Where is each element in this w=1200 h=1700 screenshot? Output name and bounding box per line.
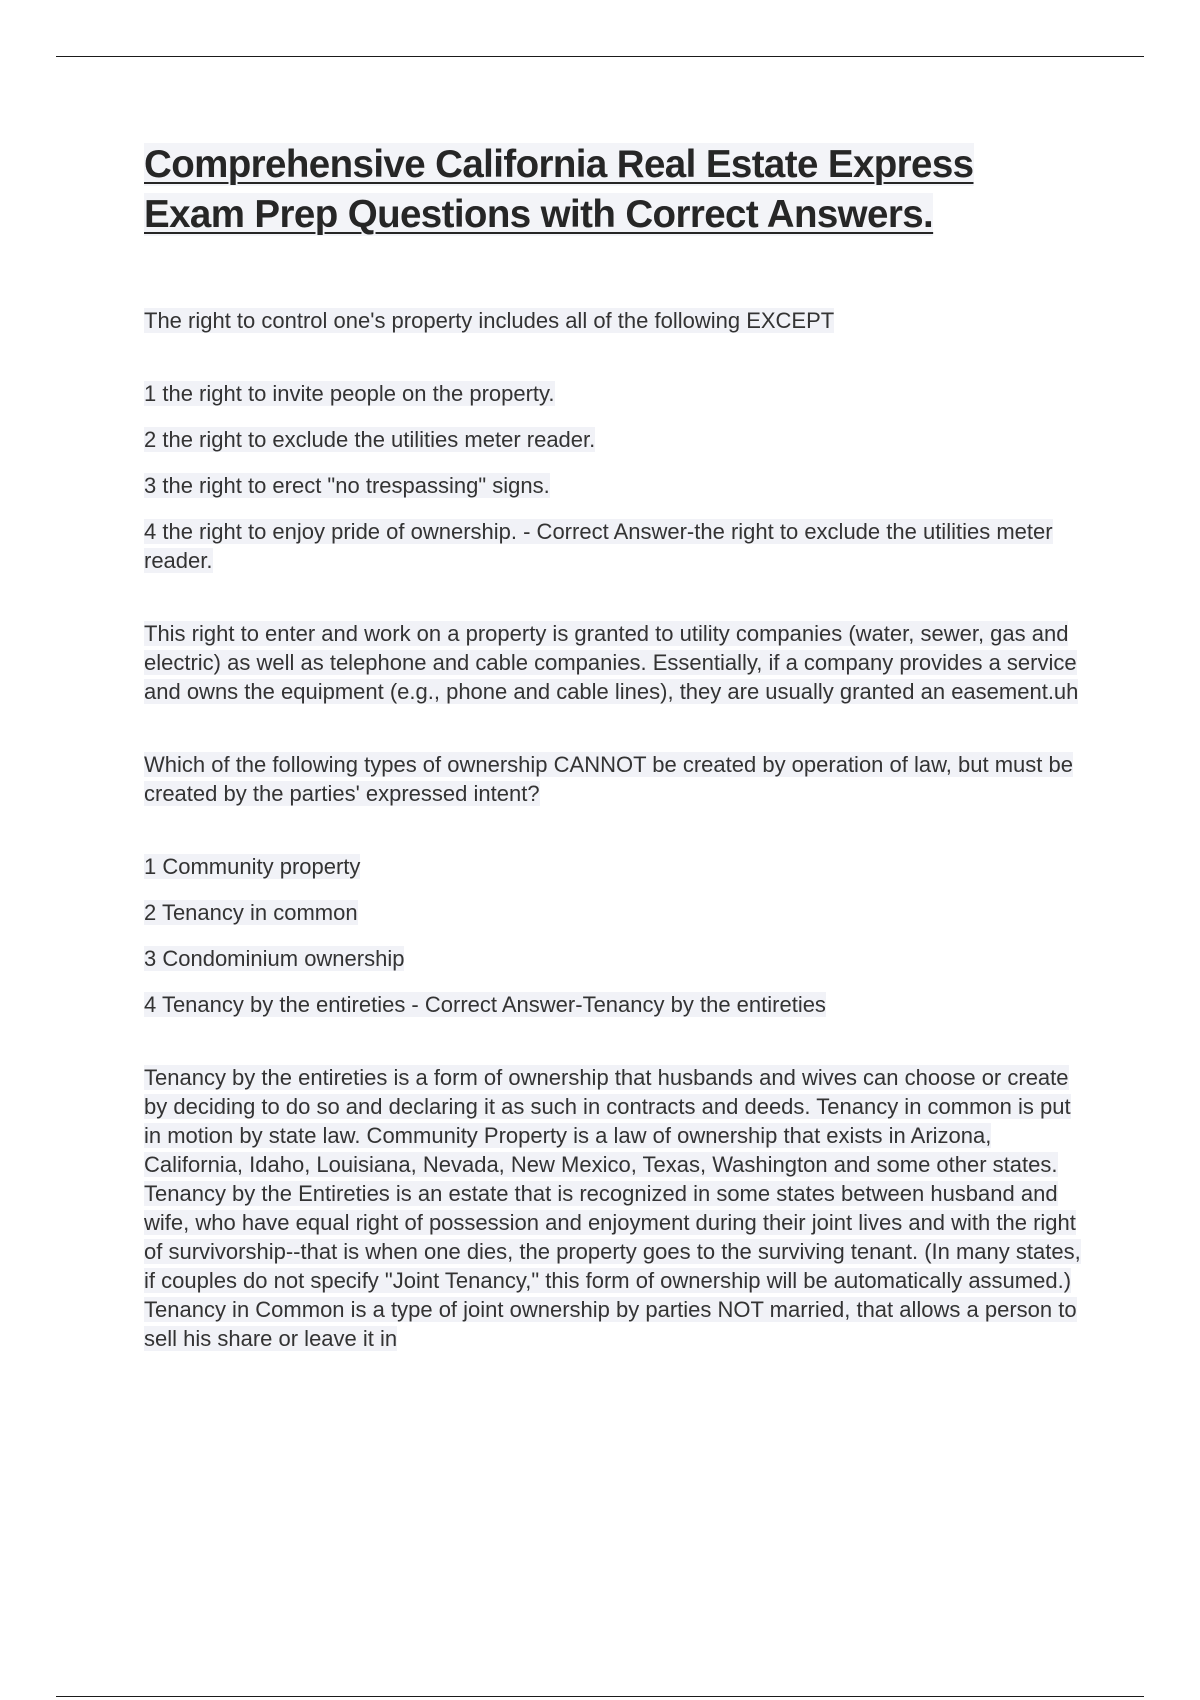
option-text: 2 the right to exclude the utilities meter reader.: [144, 427, 596, 452]
answer-option: [144, 898, 1084, 927]
question-prompt: [144, 306, 1084, 335]
question-text: Which of the following types of ownership CANNOT be created by operation of law, but must be created by the parties' expressed intent?: [144, 752, 1073, 806]
header-rule: [56, 56, 1144, 57]
answer-option-with-correct-answer: [144, 517, 1084, 575]
answer-explanation: [144, 1063, 1084, 1353]
answer-option: [144, 944, 1084, 973]
explanation-text: This right to enter and work on a property is granted to utility companies (water, sewer, gas and electric) as well as telephone and cable companies. Essentially, if a company provides a service and owns the equipment (e.g., phone and cable lines), they are usually granted an easement.uh: [144, 621, 1079, 704]
answer-option-with-correct-answer: [144, 990, 1084, 1019]
title-line: Comprehensive California Real Estate Express: [144, 143, 974, 186]
option-text: 2 Tenancy in common: [144, 900, 358, 925]
option-text: 4 Tenancy by the entireties - Correct Answer-Tenancy by the entireties: [144, 992, 826, 1017]
answer-option: [144, 425, 1084, 454]
option-text: 4 the right to enjoy pride of ownership. - Correct Answer-the right to exclude the utilities meter reader.: [144, 519, 1053, 573]
footer-rule: [56, 1696, 1144, 1697]
answer-option: [144, 471, 1084, 500]
title-line: Exam Prep Questions with Correct Answers.: [144, 193, 934, 236]
option-text: 3 the right to erect "no trespassing" signs.: [144, 473, 550, 498]
document-body: [144, 140, 1084, 1353]
answer-option: [144, 852, 1084, 881]
option-text: 3 Condominium ownership: [144, 946, 405, 971]
option-text: 1 the right to invite people on the property.: [144, 381, 555, 406]
answer-option: [144, 379, 1084, 408]
question-prompt: [144, 750, 1084, 808]
question-text: The right to control one's property includes all of the following EXCEPT: [144, 308, 835, 333]
option-text: 1 Community property: [144, 854, 361, 879]
document-title: [144, 140, 1084, 240]
answer-explanation: [144, 619, 1084, 706]
explanation-text: Tenancy by the entireties is a form of ownership that husbands and wives can choose or create by deciding to do so and declaring it as such in contracts and deeds. Tenancy in common is put in motion by state law. Community Property is a law of ownership that exists in Arizona, California, Idaho, Louisiana, Nevada, New Mexico, Texas, Washington and some other states. Tenancy by the Entireties is an estate that is recognized in some states between husband and wife, who have equal right of possession and enjoyment during their joint lives and with the right of survivorship--that is when one dies, the property goes to the surviving tenant. (In many states, if couples do not specify "Joint Tenancy," this form of ownership will be automatically assumed.) Tenancy in Common is a type of joint ownership by parties NOT married, that allows a person to sell his share or leave it in: [144, 1065, 1081, 1351]
